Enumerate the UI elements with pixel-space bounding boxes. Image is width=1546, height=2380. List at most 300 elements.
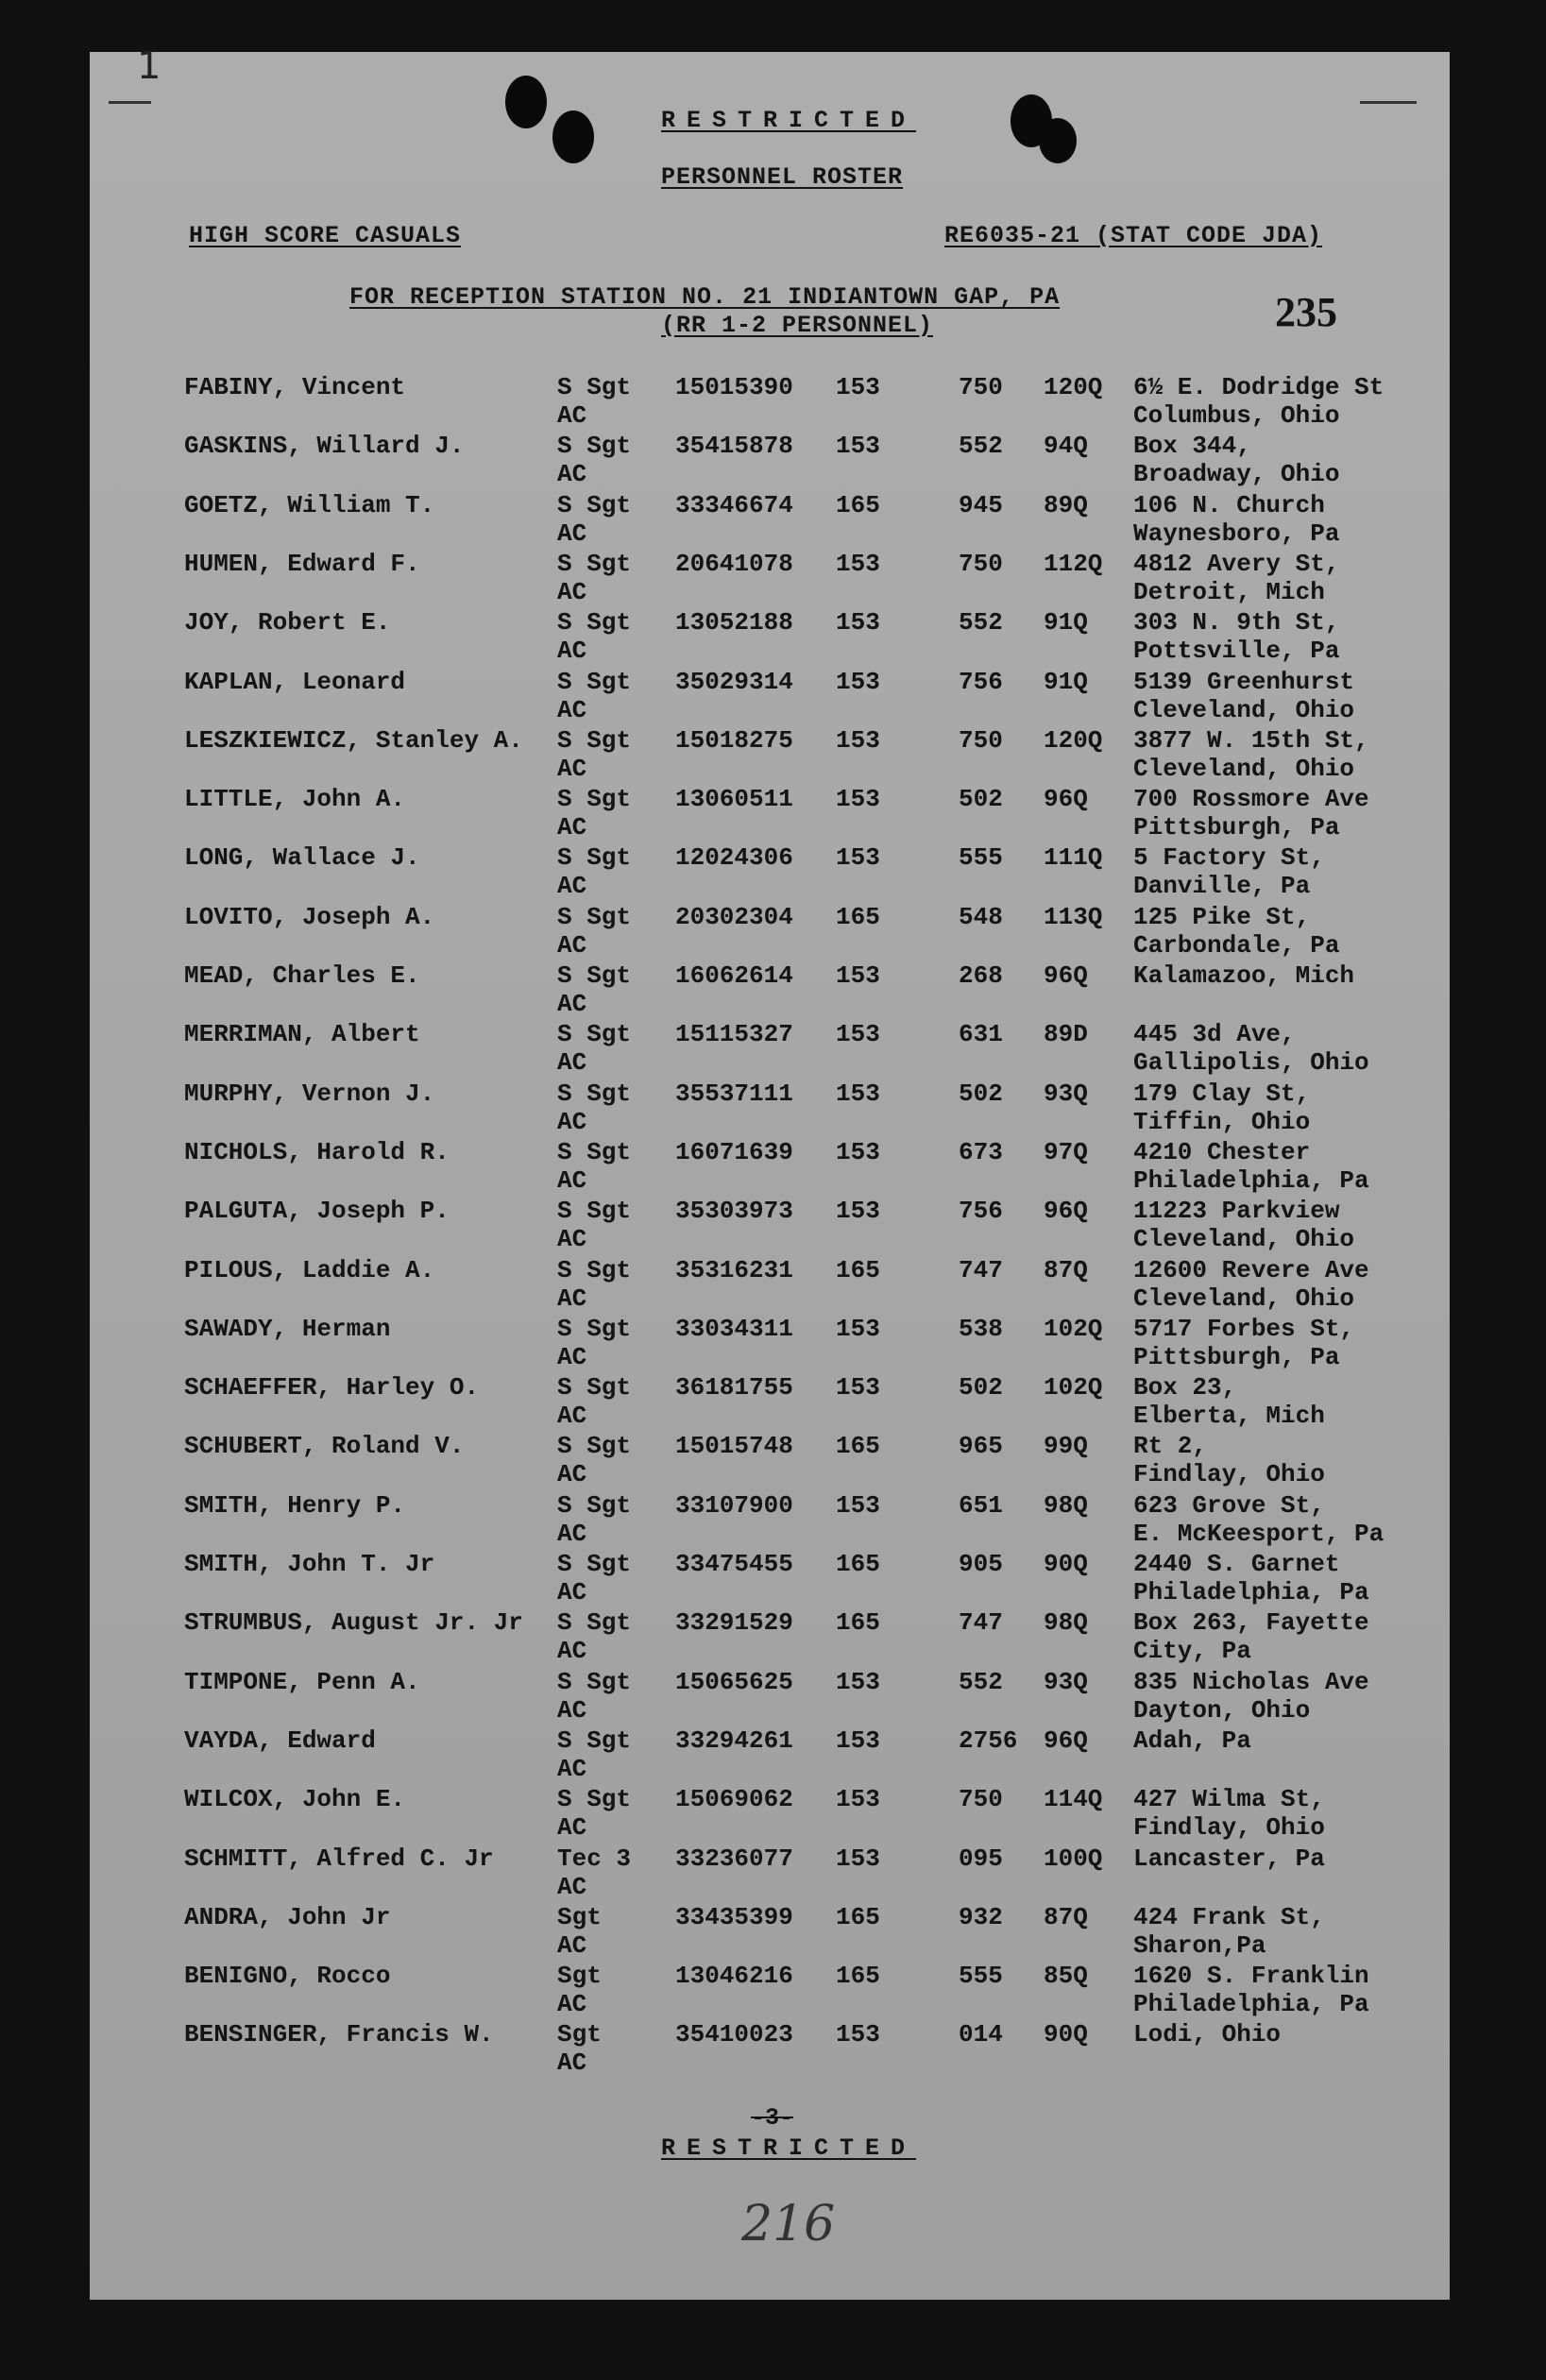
entry-rank: Sgt: [557, 2020, 602, 2049]
entry-code: 87Q: [1044, 1255, 1088, 1284]
entry-address-line1: Lodi, Ohio: [1133, 2020, 1282, 2049]
entry-branch: AC: [557, 1342, 587, 1371]
entry-code: 94Q: [1044, 432, 1088, 461]
entry-score: 014: [959, 2020, 1003, 2049]
entry-branch: AC: [557, 695, 587, 724]
entry-branch: AC: [557, 1637, 587, 1666]
entry-serial: 13060511: [675, 785, 793, 814]
entry-serial: 15018275: [675, 725, 793, 755]
entry-code: 113Q: [1044, 902, 1103, 931]
entry-address-line2: Cleveland, Ohio: [1133, 754, 1355, 783]
entry-branch: AC: [557, 518, 587, 548]
entry-serial: 15015748: [675, 1432, 793, 1461]
entry-branch: AC: [557, 813, 587, 842]
entry-address-line2: Pittsburgh, Pa: [1133, 1342, 1340, 1371]
entry-unit: 153: [836, 2020, 880, 2049]
entry-address-line1: 1620 S. Franklin: [1133, 1962, 1369, 1991]
roster-entry: [90, 843, 1450, 902]
entry-unit: 153: [836, 1197, 880, 1226]
entry-code: 99Q: [1044, 1432, 1088, 1461]
entry-score: 905: [959, 1550, 1003, 1578]
entry-score: 747: [959, 1608, 1003, 1638]
entry-serial: 33291529: [675, 1608, 793, 1638]
entry-serial: 12024306: [675, 843, 793, 873]
roster-entry: [90, 1020, 1450, 1079]
roster-entry: [90, 1080, 1450, 1138]
entry-score: 502: [959, 1373, 1003, 1402]
entry-address-line1: 623 Grove St,: [1133, 1490, 1325, 1520]
roster-entry: [90, 1608, 1450, 1667]
entry-address-line2: E. McKeesport, Pa: [1133, 1519, 1385, 1548]
entry-name: LITTLE, John A.: [184, 785, 406, 814]
entry-name: BENSINGER, Francis W.: [184, 2020, 494, 2049]
entry-name: KAPLAN, Leonard: [184, 667, 406, 696]
entry-branch: AC: [557, 1284, 587, 1313]
entry-address-line2: Danville, Pa: [1133, 872, 1311, 901]
entry-branch: AC: [557, 1872, 587, 1901]
entry-name: SCHAEFFER, Harley O.: [184, 1373, 480, 1402]
entry-unit: 153: [836, 1667, 880, 1696]
entry-name: MURPHY, Vernon J.: [184, 1079, 435, 1108]
entry-rank: S Sgt: [557, 843, 632, 873]
entry-rank: S Sgt: [557, 373, 632, 401]
entry-name: SMITH, John T. Jr: [184, 1550, 435, 1578]
entry-name: GASKINS, Willard J.: [184, 432, 465, 461]
entry-code: 87Q: [1044, 1902, 1088, 1931]
entry-rank: S Sgt: [557, 1608, 632, 1638]
entry-unit: 153: [836, 961, 880, 990]
entry-address-line1: 2440 S. Garnet: [1133, 1550, 1340, 1578]
entry-address-line1: 106 N. Church: [1133, 490, 1325, 519]
entry-rank: S Sgt: [557, 1490, 632, 1520]
entry-score: 932: [959, 1902, 1003, 1931]
entry-address-line1: 445 3d Ave,: [1133, 1020, 1296, 1049]
entry-unit: 153: [836, 373, 880, 401]
roster-entry: [90, 491, 1450, 550]
entry-rank: S Sgt: [557, 1020, 632, 1049]
entry-address-line2: Waynesboro, Pa: [1133, 518, 1340, 548]
entry-name: ANDRA, John Jr: [184, 1902, 391, 1931]
entry-code: 111Q: [1044, 843, 1103, 873]
entry-code: 90Q: [1044, 2020, 1088, 2049]
entry-address-line2: Cleveland, Ohio: [1133, 695, 1355, 724]
entry-name: SMITH, Henry P.: [184, 1490, 406, 1520]
entry-rank: S Sgt: [557, 1137, 632, 1166]
entry-score: 555: [959, 843, 1003, 873]
roster-title: PERSONNEL ROSTER: [661, 163, 904, 191]
corner-dash: [1360, 101, 1417, 104]
entry-code: 85Q: [1044, 1962, 1088, 1991]
entry-score: 673: [959, 1137, 1003, 1166]
entry-code: 102Q: [1044, 1373, 1103, 1402]
entry-serial: 15069062: [675, 1785, 793, 1814]
entry-address-line1: 5139 Greenhurst: [1133, 667, 1355, 696]
entry-unit: 165: [836, 1255, 880, 1284]
entry-address-line2: Cleveland, Ohio: [1133, 1284, 1355, 1313]
entry-address-line1: 303 N. 9th St,: [1133, 608, 1340, 638]
entry-code: 114Q: [1044, 1785, 1103, 1814]
entry-score: 631: [959, 1020, 1003, 1049]
entry-rank: S Sgt: [557, 1432, 632, 1461]
entry-branch: AC: [557, 1225, 587, 1254]
roster-page: [90, 44, 1450, 2300]
roster-entry: [90, 668, 1450, 726]
entry-score: 552: [959, 1667, 1003, 1696]
roster-entry: [90, 1373, 1450, 1432]
entry-score: 2756: [959, 1726, 1018, 1755]
entry-serial: 13046216: [675, 1962, 793, 1991]
entry-unit: 153: [836, 1020, 880, 1049]
entry-code: 93Q: [1044, 1667, 1088, 1696]
entry-rank: S Sgt: [557, 608, 632, 638]
entry-code: 120Q: [1044, 725, 1103, 755]
entry-address-line1: Kalamazoo, Mich: [1133, 961, 1355, 990]
entry-rank: S Sgt: [557, 1197, 632, 1226]
roster-entry: [90, 2020, 1450, 2079]
entry-name: WILCOX, John E.: [184, 1785, 406, 1814]
punch-hole: [1039, 118, 1077, 163]
entry-serial: 16062614: [675, 961, 793, 990]
entry-rank: S Sgt: [557, 1079, 632, 1108]
roster-entry: [90, 1256, 1450, 1315]
entry-address-line2: Gallipolis, Ohio: [1133, 1048, 1369, 1078]
corner-dash: [109, 101, 151, 104]
entry-unit: 165: [836, 1432, 880, 1461]
entry-name: PALGUTA, Joseph P.: [184, 1197, 450, 1226]
entry-serial: 35303973: [675, 1197, 793, 1226]
entry-unit: 165: [836, 490, 880, 519]
entry-branch: AC: [557, 1402, 587, 1431]
entry-rank: S Sgt: [557, 1667, 632, 1696]
roster-entry: [90, 1726, 1450, 1785]
entry-code: 102Q: [1044, 1314, 1103, 1343]
entry-unit: 165: [836, 1550, 880, 1578]
entry-rank: S Sgt: [557, 1726, 632, 1755]
entry-score: 502: [959, 1079, 1003, 1108]
entry-address-line1: 5717 Forbes St,: [1133, 1314, 1355, 1343]
entry-unit: 153: [836, 1726, 880, 1755]
entry-unit: 153: [836, 608, 880, 638]
entry-address-line1: 5 Factory St,: [1133, 843, 1325, 873]
entry-address-line1: Rt 2,: [1133, 1432, 1208, 1461]
classification-bottom: RESTRICTED: [661, 2134, 917, 2162]
roster-entry: [90, 1315, 1450, 1373]
station-line: FOR RECEPTION STATION NO. 21 INDIANTOWN GAP, PA: [349, 283, 1061, 311]
entry-address-line2: Sharon,Pa: [1133, 1930, 1266, 1960]
entry-rank: S Sgt: [557, 549, 632, 578]
entry-branch: AC: [557, 1460, 587, 1489]
entry-address-line1: 4210 Chester: [1133, 1137, 1311, 1166]
entry-code: 98Q: [1044, 1608, 1088, 1638]
entry-serial: 33475455: [675, 1550, 793, 1578]
entry-address-line2: Philadelphia, Pa: [1133, 1165, 1369, 1195]
entry-address-line2: Pittsburgh, Pa: [1133, 813, 1340, 842]
entry-serial: 20641078: [675, 549, 793, 578]
entry-rank: S Sgt: [557, 1550, 632, 1578]
entry-score: 502: [959, 785, 1003, 814]
entry-address-line2: Dayton, Ohio: [1133, 1695, 1311, 1725]
roster-entry: [90, 1138, 1450, 1197]
entry-address-line1: 700 Rossmore Ave: [1133, 785, 1369, 814]
entry-serial: 36181755: [675, 1373, 793, 1402]
entry-code: 89D: [1044, 1020, 1088, 1049]
entry-branch: AC: [557, 930, 587, 960]
entry-code: 120Q: [1044, 373, 1103, 401]
roster-entry: [90, 1903, 1450, 1962]
entry-code: 96Q: [1044, 1197, 1088, 1226]
entry-branch: AC: [557, 2048, 587, 2078]
roster-entry: [90, 1432, 1450, 1490]
entry-serial: 15115327: [675, 1020, 793, 1049]
entry-serial: 33236077: [675, 1844, 793, 1873]
entry-rank: S Sgt: [557, 725, 632, 755]
entry-unit: 153: [836, 549, 880, 578]
corner-mark: 1: [137, 44, 161, 88]
page-number: -3-: [751, 2104, 794, 2132]
entry-score: 756: [959, 667, 1003, 696]
entry-name: LONG, Wallace J.: [184, 843, 420, 873]
entry-code: 112Q: [1044, 549, 1103, 578]
entry-serial: 33107900: [675, 1490, 793, 1520]
entry-address-line1: 11223 Parkview: [1133, 1197, 1340, 1226]
roster-entry: [90, 903, 1450, 961]
classification-top: RESTRICTED: [661, 107, 917, 134]
page-stamp: 235: [1275, 289, 1337, 335]
entry-unit: 153: [836, 725, 880, 755]
entry-score: 651: [959, 1490, 1003, 1520]
entry-address-line1: 6½ E. Dodridge St: [1133, 373, 1385, 401]
entry-rank: S Sgt: [557, 902, 632, 931]
entry-address-line2: Cleveland, Ohio: [1133, 1225, 1355, 1254]
entry-branch: AC: [557, 990, 587, 1018]
entry-score: 945: [959, 490, 1003, 519]
entry-address-line1: 3877 W. 15th St,: [1133, 725, 1369, 755]
entry-serial: 35029314: [675, 667, 793, 696]
entry-serial: 15015390: [675, 373, 793, 401]
entry-name: LESZKIEWICZ, Stanley A.: [184, 725, 523, 755]
entry-address-line1: Box 23,: [1133, 1373, 1237, 1402]
entry-address-line1: Lancaster, Pa: [1133, 1844, 1325, 1873]
entry-serial: 35410023: [675, 2020, 793, 2049]
entry-score: 555: [959, 1962, 1003, 1991]
entry-address-line1: Box 344,: [1133, 432, 1251, 461]
entry-name: GOETZ, William T.: [184, 490, 435, 519]
entry-unit: 153: [836, 785, 880, 814]
handwritten-number: 216: [741, 2196, 836, 2252]
entry-address-line2: Carbondale, Pa: [1133, 930, 1340, 960]
entry-unit: 153: [836, 1314, 880, 1343]
entry-unit: 153: [836, 843, 880, 873]
entry-address-line2: Philadelphia, Pa: [1133, 1990, 1369, 2019]
punch-hole: [505, 76, 547, 128]
entry-name: VAYDA, Edward: [184, 1726, 376, 1755]
entry-code: 91Q: [1044, 608, 1088, 638]
entry-code: 90Q: [1044, 1550, 1088, 1578]
entry-address-line1: 424 Frank St,: [1133, 1902, 1325, 1931]
entry-score: 747: [959, 1255, 1003, 1284]
entry-serial: 35537111: [675, 1079, 793, 1108]
entry-unit: 153: [836, 1490, 880, 1520]
punch-hole: [552, 110, 594, 163]
entry-code: 91Q: [1044, 667, 1088, 696]
entry-branch: AC: [557, 1578, 587, 1606]
entry-score: 268: [959, 961, 1003, 990]
entry-rank: S Sgt: [557, 1785, 632, 1814]
entry-rank: S Sgt: [557, 667, 632, 696]
entry-serial: 16071639: [675, 1137, 793, 1166]
entry-score: 538: [959, 1314, 1003, 1343]
entry-name: MERRIMAN, Albert: [184, 1020, 420, 1049]
entry-name: NICHOLS, Harold R.: [184, 1137, 450, 1166]
roster-entry: [90, 961, 1450, 1020]
entry-unit: 153: [836, 1079, 880, 1108]
entry-branch: AC: [557, 401, 587, 430]
entry-unit: 165: [836, 1962, 880, 1991]
entry-rank: S Sgt: [557, 490, 632, 519]
entry-code: 98Q: [1044, 1490, 1088, 1520]
entry-address-line2: Philadelphia, Pa: [1133, 1578, 1369, 1606]
entry-branch: AC: [557, 1107, 587, 1136]
roster-entry: [90, 1844, 1450, 1903]
entry-address-line2: Pottsville, Pa: [1133, 637, 1340, 666]
entry-code: 89Q: [1044, 490, 1088, 519]
roster-entry: [90, 432, 1450, 490]
entry-score: 552: [959, 432, 1003, 461]
entry-score: 548: [959, 902, 1003, 931]
entry-name: STRUMBUS, August Jr. Jr: [184, 1608, 523, 1638]
entry-code: 97Q: [1044, 1137, 1088, 1166]
entry-score: 756: [959, 1197, 1003, 1226]
entry-branch: AC: [557, 1754, 587, 1783]
entry-serial: 35415878: [675, 432, 793, 461]
roster-entry: [90, 1197, 1450, 1255]
entry-address-line2: City, Pa: [1133, 1637, 1251, 1666]
entry-rank: Sgt: [557, 1962, 602, 1991]
roster-entry: [90, 1491, 1450, 1550]
entry-name: BENIGNO, Rocco: [184, 1962, 391, 1991]
entry-name: FABINY, Vincent: [184, 373, 406, 401]
roster-entry: [90, 608, 1450, 667]
entry-unit: 153: [836, 1137, 880, 1166]
entry-rank: Sgt: [557, 1902, 602, 1931]
roster-entry: [90, 1668, 1450, 1726]
roster-entry: [90, 550, 1450, 608]
entry-branch: AC: [557, 754, 587, 783]
entry-serial: 33294261: [675, 1726, 793, 1755]
entry-unit: 165: [836, 902, 880, 931]
entry-rank: S Sgt: [557, 432, 632, 461]
entry-address-line1: 835 Nicholas Ave: [1133, 1667, 1369, 1696]
entry-rank: Tec 3: [557, 1844, 632, 1873]
entry-code: 93Q: [1044, 1079, 1088, 1108]
roster-entry: [90, 785, 1450, 843]
entry-name: SCHUBERT, Roland V.: [184, 1432, 465, 1461]
entry-address-line2: Findlay, Ohio: [1133, 1460, 1325, 1489]
entry-score: 750: [959, 725, 1003, 755]
entry-address-line1: 179 Clay St,: [1133, 1079, 1311, 1108]
entry-unit: 153: [836, 667, 880, 696]
entry-serial: 35316231: [675, 1255, 793, 1284]
entry-unit: 153: [836, 1785, 880, 1814]
entry-unit: 153: [836, 1844, 880, 1873]
entry-rank: S Sgt: [557, 961, 632, 990]
station-subtitle: (RR 1-2 PERSONNEL): [661, 312, 934, 339]
entry-branch: AC: [557, 460, 587, 489]
entry-score: 965: [959, 1432, 1003, 1461]
entry-code: 96Q: [1044, 1726, 1088, 1755]
entry-address-line2: Detroit, Mich: [1133, 577, 1325, 606]
roster-entry: [90, 1785, 1450, 1844]
entry-address-line1: Adah, Pa: [1133, 1726, 1251, 1755]
entry-score: 750: [959, 1785, 1003, 1814]
entry-rank: S Sgt: [557, 1314, 632, 1343]
entry-name: MEAD, Charles E.: [184, 961, 420, 990]
entry-rank: S Sgt: [557, 1373, 632, 1402]
entry-branch: AC: [557, 577, 587, 606]
entry-score: 095: [959, 1844, 1003, 1873]
entry-address-line1: 12600 Revere Ave: [1133, 1255, 1369, 1284]
entry-score: 750: [959, 373, 1003, 401]
entry-branch: AC: [557, 872, 587, 901]
entry-serial: 15065625: [675, 1667, 793, 1696]
entry-unit: 153: [836, 432, 880, 461]
entry-serial: 33435399: [675, 1902, 793, 1931]
reference-code: RE6035-21 (STAT CODE JDA): [944, 222, 1323, 249]
entry-code: 96Q: [1044, 785, 1088, 814]
entry-address-line1: 4812 Avery St,: [1133, 549, 1340, 578]
entry-code: 100Q: [1044, 1844, 1103, 1873]
roster-entry: [90, 1962, 1450, 2020]
entry-address-line2: Tiffin, Ohio: [1133, 1107, 1311, 1136]
entry-branch: AC: [557, 1930, 587, 1960]
entry-name: SAWADY, Herman: [184, 1314, 391, 1343]
entry-serial: 20302304: [675, 902, 793, 931]
entry-branch: AC: [557, 1695, 587, 1725]
entry-unit: 165: [836, 1902, 880, 1931]
roster-entry: [90, 1550, 1450, 1608]
entry-serial: 33034311: [675, 1314, 793, 1343]
entry-address-line1: 427 Wilma St,: [1133, 1785, 1325, 1814]
entry-score: 750: [959, 549, 1003, 578]
entry-branch: AC: [557, 1048, 587, 1078]
entry-name: TIMPONE, Penn A.: [184, 1667, 420, 1696]
entry-unit: 165: [836, 1608, 880, 1638]
entry-serial: 13052188: [675, 608, 793, 638]
entry-address-line1: 125 Pike St,: [1133, 902, 1311, 931]
entry-rank: S Sgt: [557, 1255, 632, 1284]
entry-address-line2: Columbus, Ohio: [1133, 401, 1340, 430]
entry-rank: S Sgt: [557, 785, 632, 814]
entry-serial: 33346674: [675, 490, 793, 519]
entry-name: LOVITO, Joseph A.: [184, 902, 435, 931]
entry-name: SCHMITT, Alfred C. Jr: [184, 1844, 494, 1873]
casual-category: HIGH SCORE CASUALS: [189, 222, 462, 249]
entry-address-line2: Findlay, Ohio: [1133, 1813, 1325, 1843]
entry-score: 552: [959, 608, 1003, 638]
entry-branch: AC: [557, 1165, 587, 1195]
entry-branch: AC: [557, 1813, 587, 1843]
entry-address-line2: Elberta, Mich: [1133, 1402, 1325, 1431]
entry-branch: AC: [557, 637, 587, 666]
roster-entry: [90, 373, 1450, 432]
entry-unit: 153: [836, 1373, 880, 1402]
entry-name: HUMEN, Edward F.: [184, 549, 420, 578]
entry-code: 96Q: [1044, 961, 1088, 990]
entry-address-line1: Box 263, Fayette: [1133, 1608, 1369, 1638]
entry-address-line2: Broadway, Ohio: [1133, 460, 1340, 489]
roster-entry: [90, 726, 1450, 785]
entry-name: JOY, Robert E.: [184, 608, 391, 638]
